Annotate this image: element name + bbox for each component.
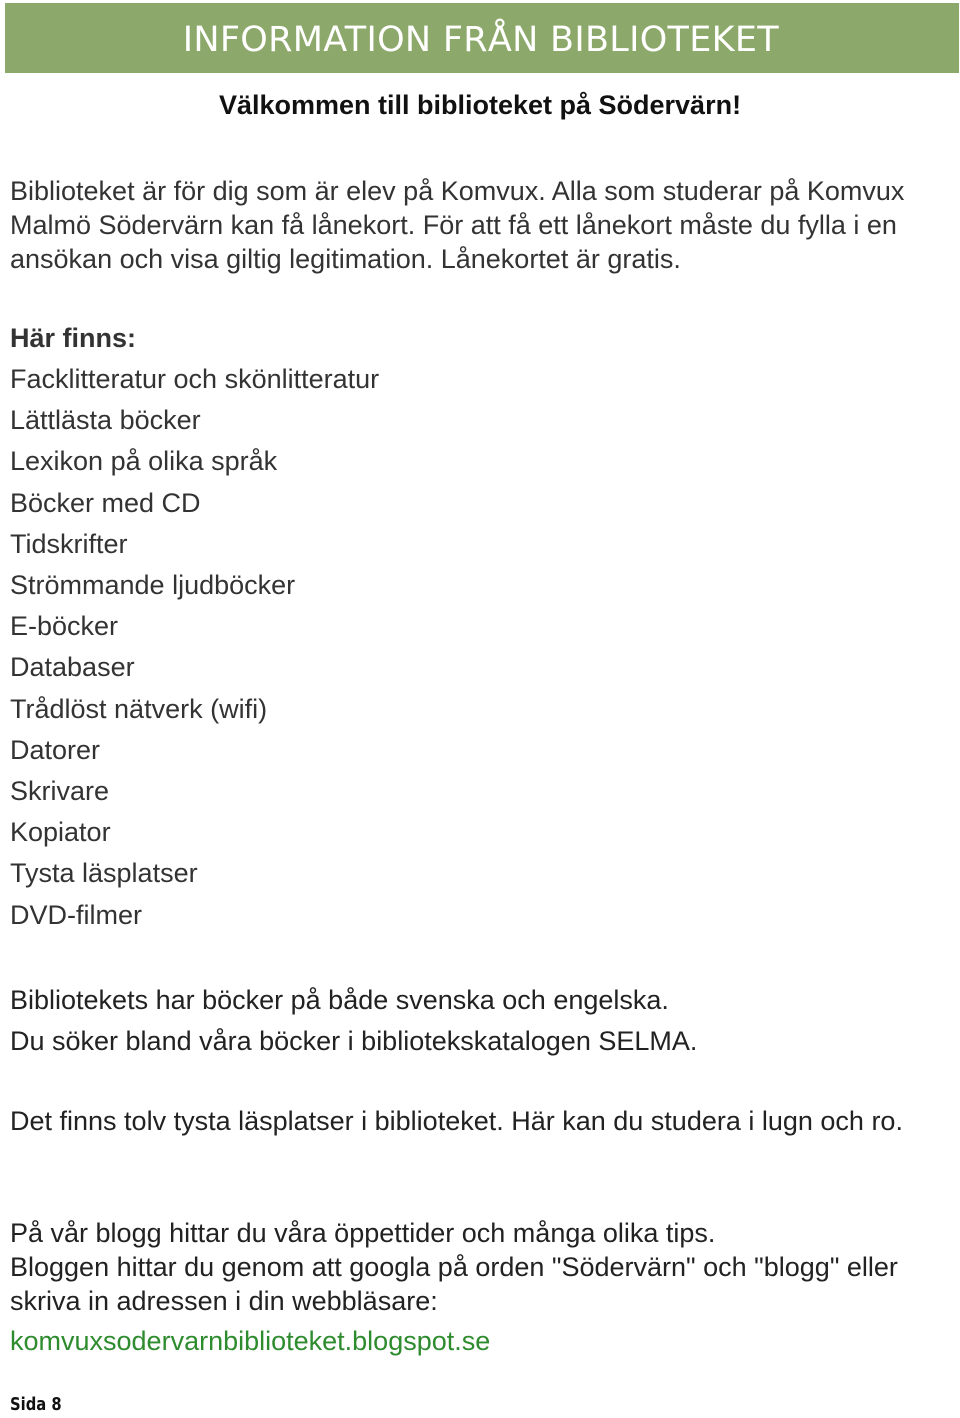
list-item: E-böcker bbox=[10, 611, 119, 642]
list-item: Facklitteratur och skönlitteratur bbox=[10, 364, 380, 394]
list-item: Tidskrifter bbox=[10, 528, 128, 559]
blog-instructions: Bloggen hittar du genom att googla på orden "Södervärn" och "blogg" eller skriva in adressen i din webbläsare: bbox=[10, 1252, 898, 1316]
blog-link[interactable]: komvuxsodervarnbiblioteket.blogspot.se bbox=[10, 1326, 491, 1356]
list-item: DVD-filmer bbox=[10, 899, 142, 930]
list-item: Skrivare bbox=[10, 776, 110, 807]
list-item: Kopiator bbox=[10, 817, 111, 848]
list-item: Böcker med CD bbox=[10, 487, 201, 518]
resources-heading: Här finns: bbox=[10, 323, 137, 353]
intro-paragraph: Biblioteket är för dig som är elev på Komvux. Alla som studerar på Komvux Malmö Södervärn kan få lånekort. För att få ett lånekort måste du fylla i en ansökan och visa giltig legitimation. Lånekortet är gratis. bbox=[10, 176, 905, 274]
page-title: INFORMATION FRÅN BIBLIOTEKET bbox=[182, 20, 779, 60]
quiet-places-paragraph: Det finns tolv tysta läsplatser i biblioteket. Här kan du studera i lugn och ro. bbox=[10, 1106, 903, 1136]
blog-intro-line: På vår blogg hittar du våra öppettider och många olika tips. bbox=[10, 1218, 716, 1248]
catalog-line: Du söker bland våra böcker i bibliotekskatalogen SELMA. bbox=[10, 1026, 698, 1056]
list-item: Lättlästa böcker bbox=[10, 405, 201, 436]
list-item: Databaser bbox=[10, 652, 135, 683]
list-item: Datorer bbox=[10, 734, 101, 765]
blog-paragraph bbox=[10, 1216, 945, 1358]
resources-list bbox=[10, 359, 379, 936]
languages-line: Bibliotekets har böcker på både svenska och engelska. bbox=[10, 985, 669, 1015]
list-item: Tysta läsplatser bbox=[10, 858, 198, 889]
welcome-heading: Välkommen till biblioteket på Södervärn! bbox=[218, 90, 742, 120]
page-number: Sida 8 bbox=[10, 1394, 62, 1415]
languages-paragraph bbox=[10, 980, 945, 1062]
list-item: Lexikon på olika språk bbox=[10, 446, 278, 477]
list-item: Trådlöst nätverk (wifi) bbox=[10, 693, 268, 724]
list-item: Strömmande ljudböcker bbox=[10, 570, 296, 601]
header-banner bbox=[5, 3, 959, 73]
